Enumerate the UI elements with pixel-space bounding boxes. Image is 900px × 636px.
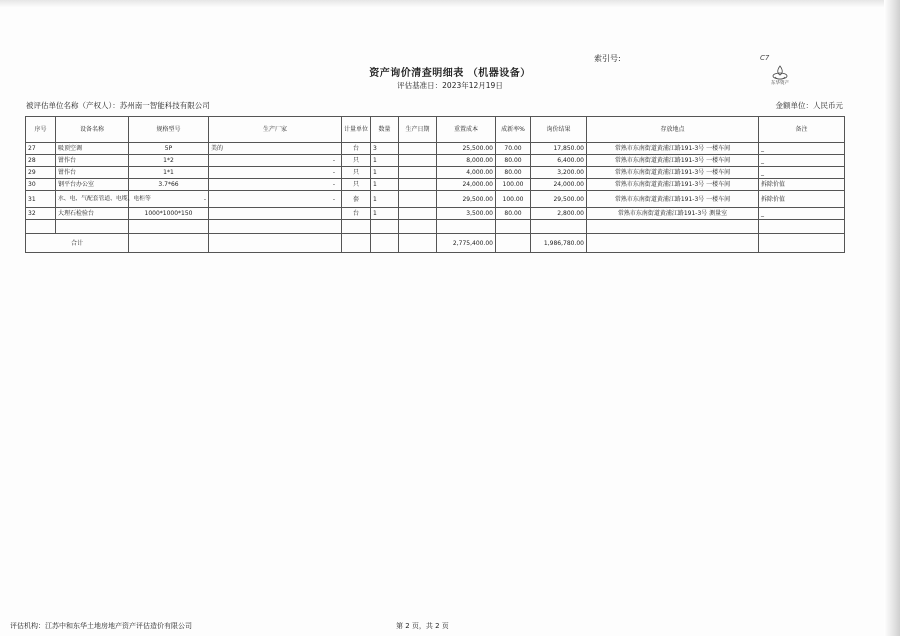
column-header: 询价结果 xyxy=(531,117,587,143)
manufacturer-dash: - xyxy=(332,181,335,188)
newness-rate: 80.00 xyxy=(496,155,531,167)
replacement-cost: 8,000.00 xyxy=(437,155,496,167)
column-header: 存放地点 xyxy=(587,117,759,143)
manufacturer xyxy=(209,208,342,220)
manufacturer-dash: - xyxy=(332,195,335,203)
table-header-row xyxy=(26,117,845,143)
currency-unit: 金额单位：人民币元 xyxy=(775,101,843,110)
quantity: 3 xyxy=(371,143,399,155)
row-number: 32 xyxy=(26,208,56,220)
model-spec: 1*1 xyxy=(129,167,209,179)
page-number: 第 2 页，共 2 页 xyxy=(396,622,449,630)
unit: 只 xyxy=(342,167,371,179)
equipment-name: 钳作台 xyxy=(56,167,129,179)
manufacturer-dash: - xyxy=(332,157,335,164)
row-number: 29 xyxy=(26,167,56,179)
newness-rate: 80.00 xyxy=(496,167,531,179)
inquiry-result: 3,200.00 xyxy=(531,167,587,179)
row-number: 27 xyxy=(26,143,56,155)
corner-mark: C7 xyxy=(760,54,770,62)
empty-cell xyxy=(129,234,209,253)
production-date xyxy=(399,208,437,220)
row-number: 30 xyxy=(26,179,56,191)
replacement-cost: 3,500.00 xyxy=(437,208,496,220)
valuation-date: 评估基准日：2023年12月19日 xyxy=(397,81,503,90)
empty-cell xyxy=(496,234,531,253)
remark: _ xyxy=(759,155,845,167)
total-inquiry-result: 1,986,780.00 xyxy=(531,234,587,253)
column-header: 备注 xyxy=(759,117,845,143)
storage-location: 常熟市东南街道黄浦江路191-3号 一楼车间 xyxy=(587,167,759,179)
replacement-cost: 4,000.00 xyxy=(437,167,496,179)
empty-cell xyxy=(26,220,56,234)
quantity: 1 xyxy=(371,155,399,167)
logo-text: 东华资产 xyxy=(771,81,789,86)
table-row-empty xyxy=(26,220,845,234)
row-number: 31 xyxy=(26,191,56,208)
remark: _ xyxy=(759,208,845,220)
unit: 只 xyxy=(342,179,371,191)
empty-cell xyxy=(371,234,399,253)
column-header: 规格型号 xyxy=(129,117,209,143)
total-row xyxy=(26,234,845,253)
empty-cell xyxy=(342,220,371,234)
equipment-name: 钳作台 xyxy=(56,155,129,167)
equipment-name: 吸顶空调 xyxy=(56,143,129,155)
storage-location: 常熟市东南街道黄浦江路191-3号 一楼车间 xyxy=(587,143,759,155)
equipment-detail-table xyxy=(25,116,845,253)
row-number: 28 xyxy=(26,155,56,167)
model-spec: 3.7*66 xyxy=(129,179,209,191)
inquiry-result: 24,000.00 xyxy=(531,179,587,191)
appraisal-organization: 评估机构：江苏中和东华土地房地产资产评估造价有限公司 xyxy=(10,622,192,630)
table-row xyxy=(26,155,845,167)
empty-cell xyxy=(209,220,342,234)
empty-cell xyxy=(759,234,845,253)
manufacturer xyxy=(209,179,342,191)
equipment-name: 钢平台办公室 xyxy=(56,179,129,191)
model-spec: 1*2 xyxy=(129,155,209,167)
production-date xyxy=(399,179,437,191)
column-header: 重置成本 xyxy=(437,117,496,143)
manufacturer xyxy=(209,155,342,167)
document-title: 资产询价清查明细表 （机器设备） xyxy=(369,68,531,79)
table-row xyxy=(26,208,845,220)
empty-cell xyxy=(399,220,437,234)
inquiry-result: 29,500.00 xyxy=(531,191,587,208)
quantity: 1 xyxy=(371,179,399,191)
empty-cell xyxy=(56,220,129,234)
remark: _ xyxy=(759,167,845,179)
production-date xyxy=(399,155,437,167)
manufacturer xyxy=(209,191,342,208)
unit: 台 xyxy=(342,143,371,155)
quantity: 1 xyxy=(371,191,399,208)
replacement-cost: 29,500.00 xyxy=(437,191,496,208)
table-row xyxy=(26,191,845,208)
empty-cell xyxy=(371,220,399,234)
empty-cell xyxy=(399,234,437,253)
equipment-name: 水、电、气配套管道、电缆、电柜等 xyxy=(56,191,129,208)
column-header: 生产厂家 xyxy=(209,117,342,143)
storage-location: 常熟市东南街道黄浦江路191-3号 测量室 xyxy=(587,208,759,220)
quantity: 1 xyxy=(371,167,399,179)
inquiry-result: 17,850.00 xyxy=(531,143,587,155)
empty-cell xyxy=(342,234,371,253)
manufacturer-dash: - xyxy=(332,169,335,176)
storage-location: 常熟市东南街道黄浦江路191-3号 一楼车间 xyxy=(587,179,759,191)
newness-rate: 70.00 xyxy=(496,143,531,155)
newness-rate: 80.00 xyxy=(496,208,531,220)
column-header: 成新率% xyxy=(496,117,531,143)
empty-cell xyxy=(129,220,209,234)
column-header: 序号 xyxy=(26,117,56,143)
column-header: 生产日期 xyxy=(399,117,437,143)
newness-rate: 100.00 xyxy=(496,191,531,208)
remark: 拆除价值 xyxy=(759,179,845,191)
manufacturer: 美的 xyxy=(209,143,342,155)
empty-cell xyxy=(587,220,759,234)
column-header: 设备名称 xyxy=(56,117,129,143)
model-spec: 1000*1000*150 xyxy=(129,208,209,220)
production-date xyxy=(399,167,437,179)
manufacturer xyxy=(209,167,342,179)
unit: 只 xyxy=(342,155,371,167)
inquiry-result: 6,400.00 xyxy=(531,155,587,167)
unit: 套 xyxy=(342,191,371,208)
production-date xyxy=(399,143,437,155)
column-header: 数量 xyxy=(371,117,399,143)
empty-cell xyxy=(587,234,759,253)
entity-name: 被评估单位名称（产权人）：苏州南一智能科技有限公司 xyxy=(26,101,210,110)
remark: 拆除价值 xyxy=(759,191,845,208)
table-row xyxy=(26,179,845,191)
empty-cell xyxy=(759,220,845,234)
production-date xyxy=(399,191,437,208)
total-label: 合计 xyxy=(26,234,129,253)
empty-cell xyxy=(496,220,531,234)
replacement-cost: 24,000.00 xyxy=(437,179,496,191)
table-row xyxy=(26,143,845,155)
model-spec: 5P xyxy=(129,143,209,155)
empty-cell xyxy=(209,234,342,253)
table-row xyxy=(26,167,845,179)
empty-cell xyxy=(437,220,496,234)
column-header: 计量单位 xyxy=(342,117,371,143)
index-number-label: 索引号: xyxy=(594,54,621,63)
empty-cell xyxy=(531,220,587,234)
quantity: 1 xyxy=(371,208,399,220)
remark: _ xyxy=(759,143,845,155)
scan-top-shadow xyxy=(0,0,900,8)
model-spec: - xyxy=(129,191,209,208)
scan-edge-shadow xyxy=(884,0,900,636)
unit: 台 xyxy=(342,208,371,220)
equipment-name: 大理石检验台 xyxy=(56,208,129,220)
storage-location: 常熟市东南街道黄浦江路191-3号 一楼车间 xyxy=(587,191,759,208)
replacement-cost: 25,500.00 xyxy=(437,143,496,155)
total-replacement-cost: 2,775,400.00 xyxy=(437,234,496,253)
newness-rate: 100.00 xyxy=(496,179,531,191)
storage-location: 常熟市东南街道黄浦江路191-3号 一楼车间 xyxy=(587,155,759,167)
inquiry-result: 2,800.00 xyxy=(531,208,587,220)
